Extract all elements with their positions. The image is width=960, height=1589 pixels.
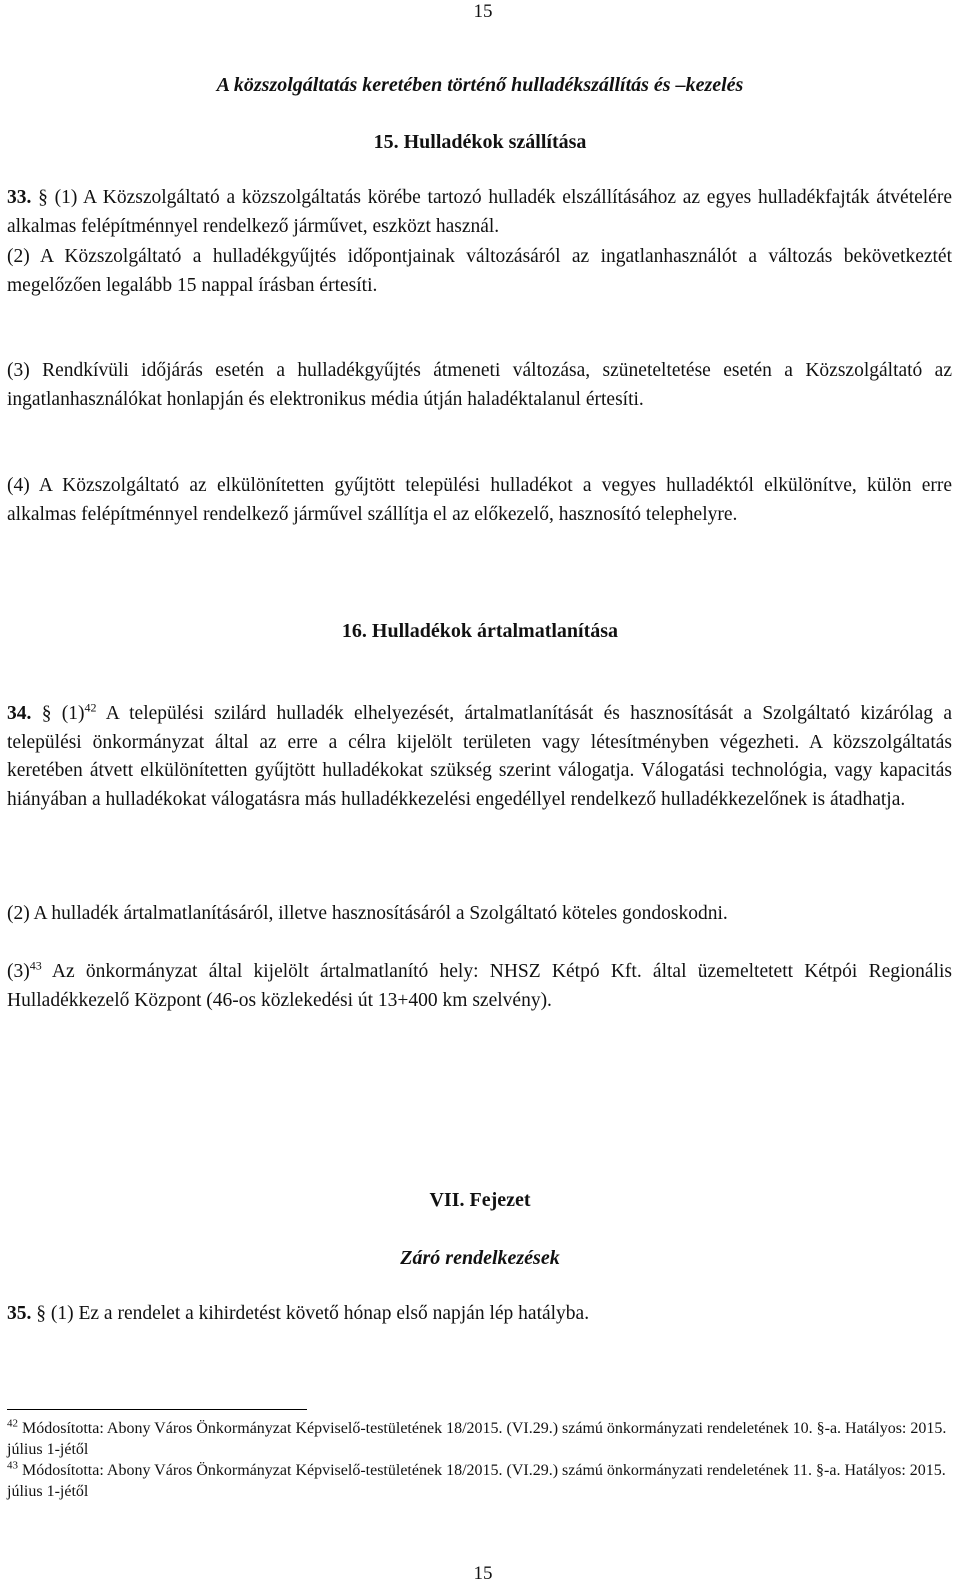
footnote-42 xyxy=(7,1418,952,1460)
footnote-text: Módosította: Abony Város Önkormányzat Képviselő-testületének 18/2015. (VI.29.) számú önkormányzati rendeletének 10. §-a. Hatályos: 2015. július 1-jétől xyxy=(7,1420,947,1458)
footnote-separator xyxy=(7,1409,307,1410)
footnote-text: Módosította: Abony Város Önkormányzat Képviselő-testületének 18/2015. (VI.29.) számú önkormányzati rendeletének 11. §-a. Hatályos: 2015. július 1-jétől xyxy=(7,1462,946,1500)
chapter-7-heading: VII. Fejezet xyxy=(429,1189,531,1211)
chapter-7-subtitle: Záró rendelkezések xyxy=(400,1247,560,1269)
footnote-number: 43 xyxy=(7,1459,18,1472)
paragraph-33-4: (4) A Közszolgáltató az elkülönítetten gyűjtött települési hulladékot a vegyes hulladéktól elkülönítve, külön erre alkalmas felépítménnyel rendelkező járművel szállítja el az előkezelő, hasznosító telephelyre. xyxy=(7,475,952,525)
page-number-bottom: 15 xyxy=(473,1563,493,1584)
paragraph-number: 34. xyxy=(7,703,32,724)
paragraph-34-1 xyxy=(7,700,952,814)
section-title: A közszolgáltatás keretében történő hulladékszállítás és –kezelés xyxy=(216,74,744,96)
paragraph-prefix: § (1) xyxy=(31,703,85,724)
footnote-number: 42 xyxy=(7,1417,18,1430)
paragraph-text: A települési szilárd hulladék elhelyezését, ártalmatlanítását és hasznosítását a Szolgáltató kizárólag a települési önkormányzat által az erre a célra kijelölt területen vagy létesítményben végezheti. A közszolgáltatás keretében átvett elkülönítetten gyűjtött hulladékokat szükség szerint válogatja. Válogatási technológia, vagy kapacitás hiányában a hulladékokat válogatásra más hulladékkezelési engedéllyel rendelkező hulladékkezelőnek is átadhatja. xyxy=(7,703,952,810)
footnote-ref-43[interactable]: 43 xyxy=(29,958,42,973)
footnote-ref-42[interactable]: 42 xyxy=(84,700,97,715)
paragraph-text: § (1) A Közszolgáltató a közszolgáltatás körébe tartozó hulladék elszállításához az egyes hulladékfajták átvételére alkalmas felépítménnyel rendelkező járművet, eszközt használ. xyxy=(7,187,952,237)
paragraph-number: 33. xyxy=(7,187,32,208)
paragraph-prefix: (3) xyxy=(7,961,30,982)
paragraph-text: § (1) Ez a rendelet a kihirdetést követő hónap első napján lép hatályba. xyxy=(31,1303,590,1324)
paragraph-34-3 xyxy=(7,958,952,1015)
paragraph-33-2: (2) A Közszolgáltató a hulladékgyűjtés időpontjainak változásáról az ingatlanhasználót a változás bekövetkeztét megelőzően legalább 15 nappal írásban értesíti. xyxy=(7,246,952,296)
paragraph-text: Az önkormányzat által kijelölt ártalmatlanító hely: NHSZ Kétpó Kft. által üzemeltetett Kétpói Regionális Hulladékkezelő Központ (46-os közlekedési út 13+400 km szelvény). xyxy=(7,961,952,1011)
paragraph-34-2: (2) A hulladék ártalmatlanításáról, illetve hasznosításáról a Szolgáltató köteles gondoskodni. xyxy=(7,903,728,924)
paragraph-33-1 xyxy=(7,184,952,241)
footnote-43 xyxy=(7,1460,952,1502)
chapter-16-heading: 16. Hulladékok ártalmatlanítása xyxy=(341,620,619,642)
paragraph-35-1 xyxy=(7,1300,952,1329)
paragraph-number: 35. xyxy=(7,1303,32,1324)
paragraph-33-3: (3) Rendkívüli időjárás esetén a hulladékgyűjtés átmeneti változása, szüneteltetése esetén a Közszolgáltató az ingatlanhasználókat honlapján és elektronikus média útján haladéktalanul értesíti. xyxy=(7,360,952,410)
chapter-15-heading: 15. Hulladékok szállítása xyxy=(373,131,587,153)
page-number-top: 15 xyxy=(473,1,493,22)
